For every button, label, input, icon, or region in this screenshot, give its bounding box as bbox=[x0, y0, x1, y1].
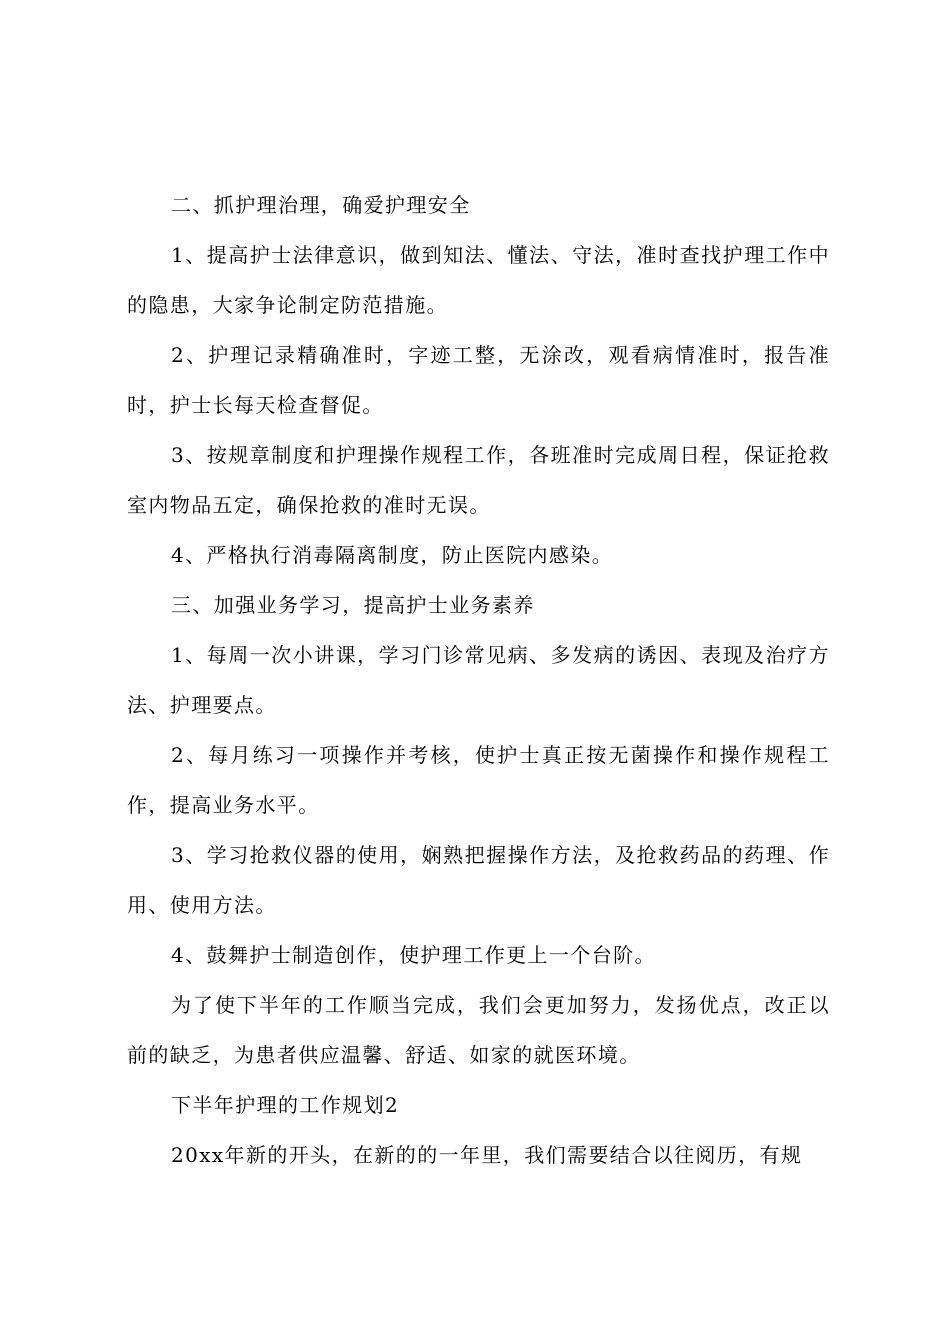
paragraph-conclusion: 为了使下半年的工作顺当完成，我们会更加努力，发扬优点，改正以前的缺乏，为患者供应温馨、舒适、如家的就医环境。 bbox=[127, 993, 830, 1067]
section-title-plan-2: 下半年护理的工作规划2 bbox=[171, 1093, 400, 1117]
paragraph-item-2: 2、护理记录精确准时，字迹工整，无涂改，观看病情准时，报告准时，护士长每天检查督促。 bbox=[127, 343, 830, 417]
paragraph-item-4: 4、严格执行消毒隔离制度，防止医院内感染。 bbox=[171, 543, 614, 567]
paragraph-item-3: 3、按规章制度和护理操作规程工作，各班准时完成周日程，保证抢救室内物品五定，确保抢救的准时无误。 bbox=[127, 443, 830, 517]
paragraph-intro: 20xx年新的开头，在新的的一年里，我们需要结合以往阅历，有规 bbox=[171, 1143, 803, 1167]
paragraph-item-5: 1、每周一次小讲课，学习门诊常见病、多发病的诱因、表现及治疗方法、护理要点。 bbox=[127, 643, 830, 717]
paragraph-item-8: 4、鼓舞护士制造创作，使护理工作更上一个台阶。 bbox=[171, 943, 656, 967]
section-heading-study: 三、加强业务学习，提高护士业务素养 bbox=[171, 593, 535, 617]
paragraph-item-1: 1、提高护士法律意识，做到知法、懂法、守法，准时查找护理工作中的隐患，大家争论制定防范措施。 bbox=[127, 243, 830, 317]
section-heading-management: 二、抓护理治理，确爱护理安全 bbox=[171, 193, 471, 217]
paragraph-item-6: 2、每月练习一项操作并考核，使护士真正按无菌操作和操作规程工作，提高业务水平。 bbox=[127, 743, 830, 817]
paragraph-item-7: 3、学习抢救仪器的使用，娴熟把握操作方法，及抢救药品的药理、作用、使用方法。 bbox=[127, 843, 830, 917]
